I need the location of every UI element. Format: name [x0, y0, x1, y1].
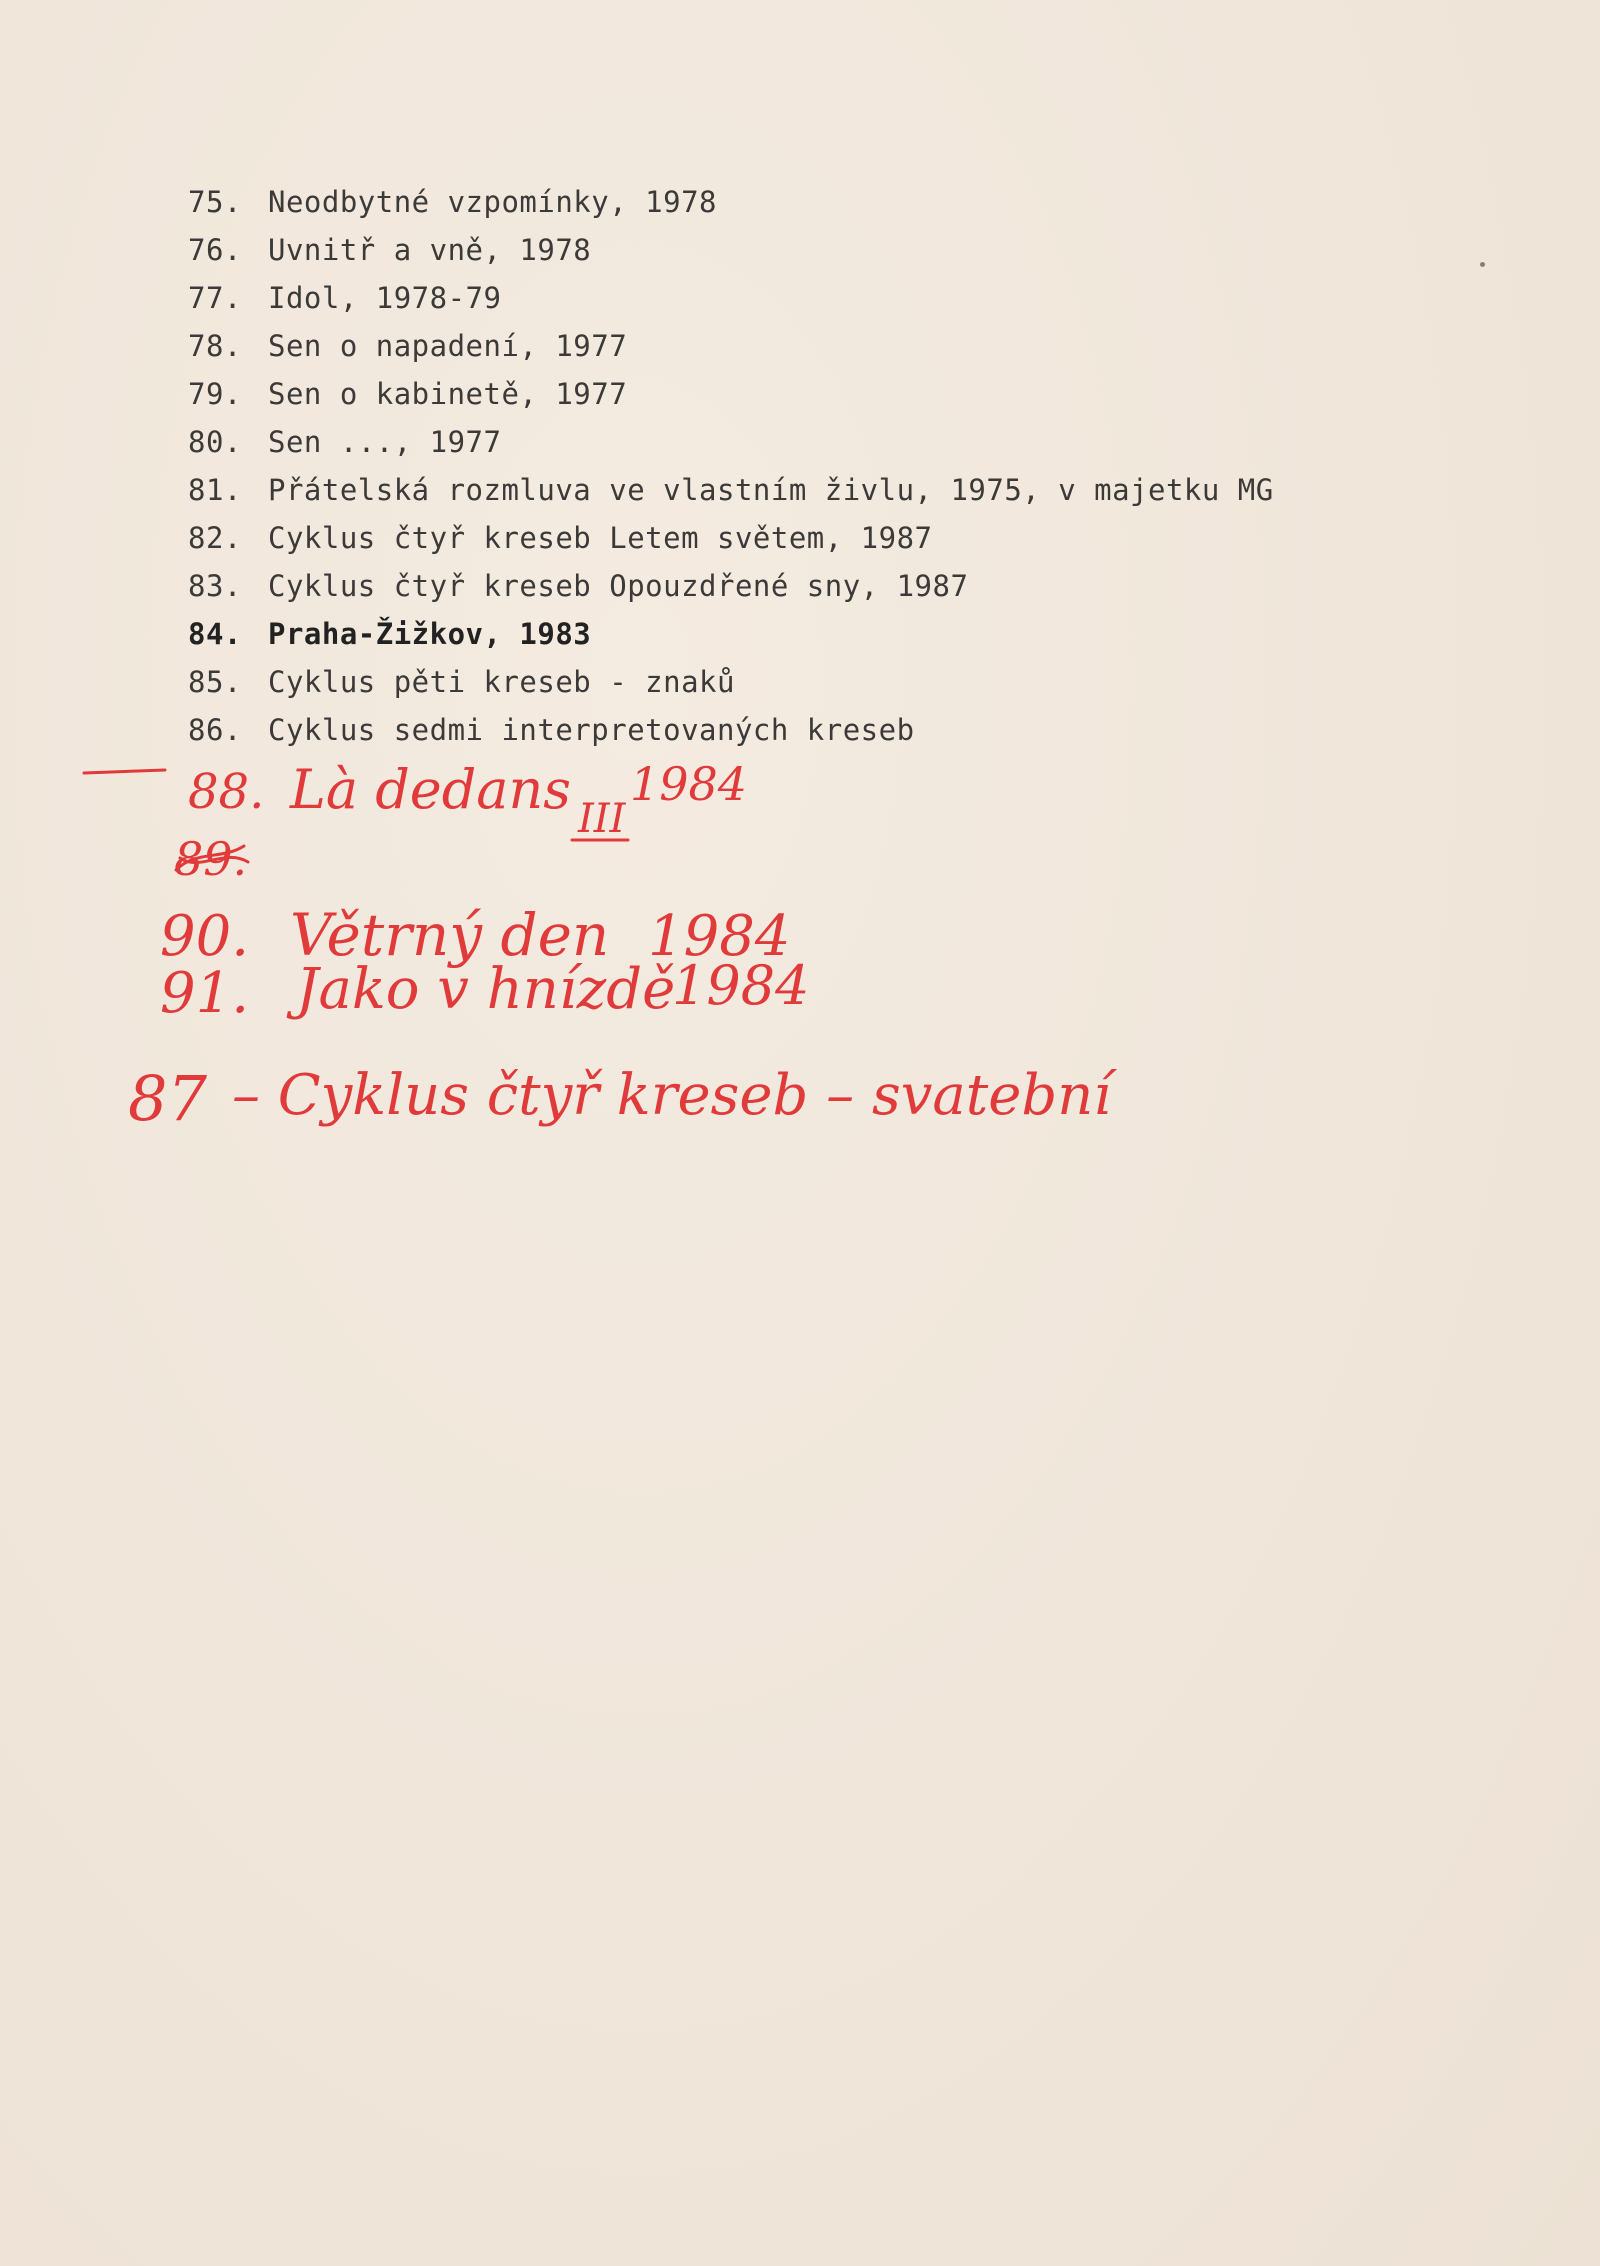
hand-note-number: 90. [160, 904, 250, 969]
item-text: Cyklus sedmi interpretovaných kreseb [268, 713, 915, 747]
hand-note-number: 91. [160, 961, 250, 1026]
hand-note-year: 1984 [630, 757, 748, 811]
item-text: Idol, 1978-79 [268, 281, 502, 315]
item-text: Cyklus čtyř kreseb Letem světem, 1987 [268, 521, 933, 555]
item-number: 86. [188, 713, 242, 747]
paper-speck [1480, 262, 1485, 267]
hand-note-text: Jako v hnízdě [296, 957, 676, 1022]
hand-note-number: 88. [188, 764, 265, 820]
hand-note-text: – Cyklus čtyř kreseb – svatební [232, 1063, 1112, 1128]
item-text: Neodbytné vzpomínky, 1978 [268, 185, 717, 219]
item-number: 75. [188, 185, 242, 219]
item-text: Sen o kabinetě, 1977 [268, 377, 628, 411]
item-number: 85. [188, 665, 242, 699]
item-number: 82. [188, 521, 242, 555]
item-text: Uvnitř a vně, 1978 [268, 233, 592, 267]
item-number: 77. [188, 281, 242, 315]
hand-note-number: 89. [174, 832, 248, 886]
item-text: Přátelská rozmluva ve vlastním živlu, 1975, v majetku MG [268, 473, 1274, 507]
item-text: Cyklus čtyř kreseb Opouzdřené sny, 1987 [268, 569, 969, 603]
item-number: 84. [188, 617, 242, 651]
item-number: 79. [188, 377, 242, 411]
margin-dash [84, 770, 165, 773]
item-text: Sen o napadení, 1977 [268, 329, 628, 363]
item-text: Sen ..., 1977 [268, 425, 502, 459]
hand-note-year: 1984 [648, 904, 791, 969]
item-number: 78. [188, 329, 242, 363]
item-number: 83. [188, 569, 242, 603]
item-text: Cyklus pěti kreseb - znaků [268, 665, 735, 699]
hand-note-extra: III [578, 796, 626, 842]
item-text: Praha-Žižkov, 1983 [268, 617, 592, 651]
item-number: 80. [188, 425, 242, 459]
hand-note-number: 87 [128, 1062, 207, 1135]
item-number: 76. [188, 233, 242, 267]
hand-note-text: Větrný den [290, 901, 610, 969]
hand-note-year: 1984 [672, 954, 810, 1017]
item-number: 81. [188, 473, 242, 507]
hand-note-text: Là dedans [290, 758, 571, 821]
